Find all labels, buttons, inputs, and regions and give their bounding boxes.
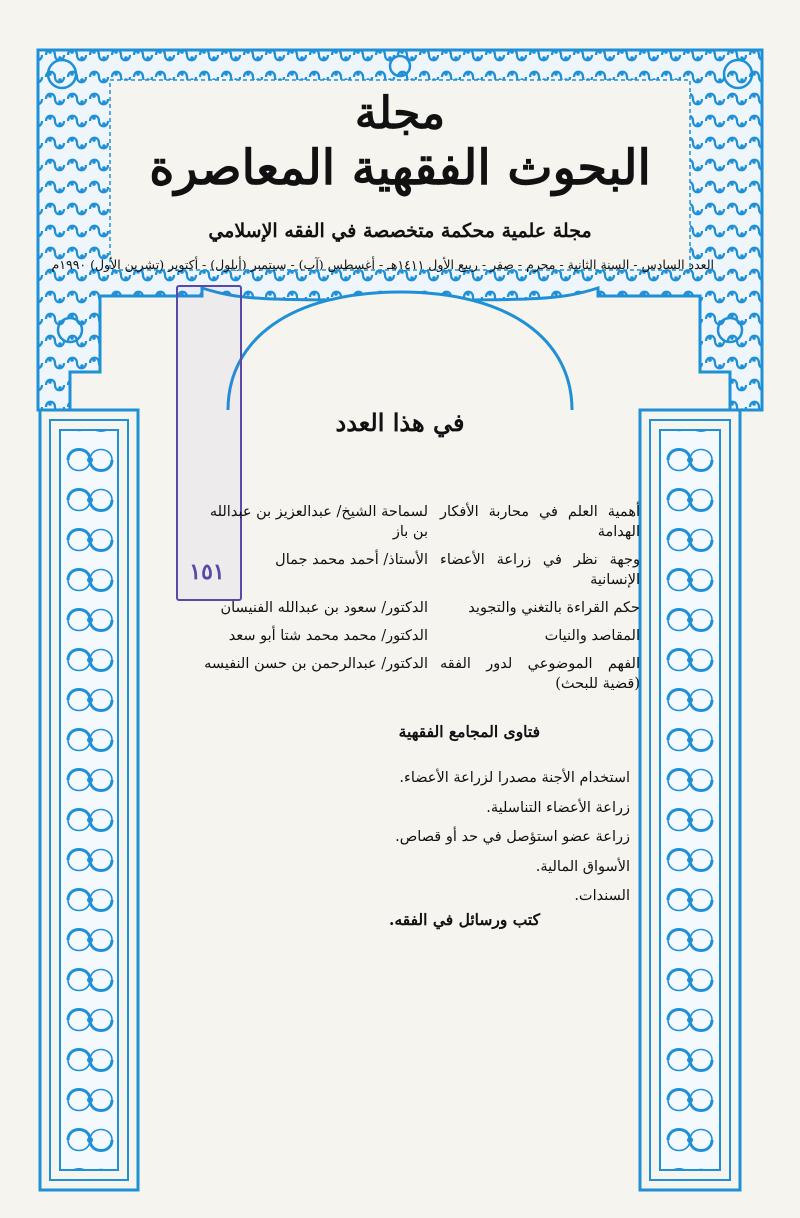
list-item: استخدام الأجنة مصدرا لزراعة الأعضاء. <box>399 770 630 786</box>
article-title: الفهم الموضوعي لدور الفقه (قضية للبحث) <box>440 656 640 692</box>
article-author: لسماحة الشيخ/ عبدالعزيز بن عبدالله بن باز <box>209 504 428 540</box>
magazine-subtitle: مجلة علمية محكمة متخصصة في الفقه الإسلامي <box>208 220 592 242</box>
toc-row <box>196 626 640 646</box>
article-title: وجهة نظر في زراعة الأعضاء الإنسانية <box>440 552 640 588</box>
issue-line: العدد السادس - السنة الثانية - محرم - صفر - ربيع الأول ١٤١١هـ - أغسطس (آب) - سبتمبر (أيلول) - أكتوبر (تشرين الأول) ١٩٩٠م <box>51 257 714 272</box>
fatawa-list <box>200 768 630 916</box>
article-title: حكم القراءة بالتغني والتجويد <box>468 600 640 616</box>
list-item: السندات. <box>574 888 630 904</box>
article-title: أهمية العلم في محاربة الأفكار الهدامة <box>440 504 640 540</box>
toc-row <box>196 598 640 618</box>
magazine-word: مجلة <box>354 88 446 139</box>
article-author: الدكتور/ سعود بن عبدالله الفنيسان <box>220 600 428 616</box>
list-item: زراعة عضو استؤصل في حد أو قصاص. <box>395 829 630 845</box>
stamp-number: ١٥١ <box>189 559 225 585</box>
fatawa-heading: فتاوى المجامع الفقهية <box>398 722 540 741</box>
toc-row <box>196 550 640 590</box>
list-item: زراعة الأعضاء التناسلية. <box>486 799 630 816</box>
article-title: المقاصد والنيات <box>544 628 640 644</box>
toc-row <box>196 502 640 542</box>
article-author: الأستاذ/ أحمد محمد جمال <box>275 552 428 568</box>
toc-row <box>196 654 640 694</box>
article-author: الدكتور/ عبدالرحمن بن حسن النفيسه <box>204 656 428 672</box>
books-heading: كتب ورسائل في الفقه. <box>389 910 540 929</box>
list-item: الأسواق المالية. <box>535 858 630 875</box>
contents-heading: في هذا العدد <box>335 408 465 437</box>
article-author: الدكتور/ محمد محمد شتا أبو سعد <box>228 628 428 644</box>
table-of-contents <box>196 502 640 702</box>
magazine-title: البحوث الفقهية المعاصرة <box>149 140 651 196</box>
